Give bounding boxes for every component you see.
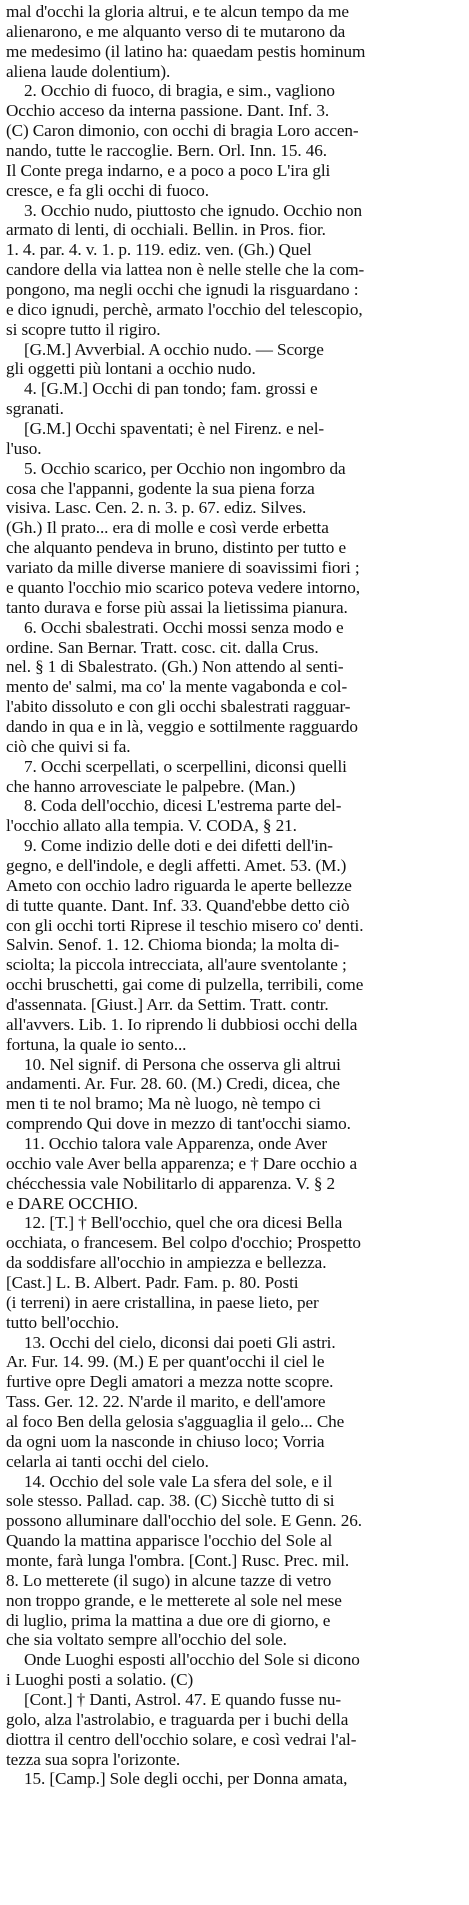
text-line: che hanno arrovesciate le palpebre. (Man.): [6, 776, 296, 796]
text-line: Tass. Ger. 12. 22. N'arde il marito, e dell'amore: [6, 1392, 326, 1412]
text-line: tanto durava e forse più assai la lietissima pianura.: [6, 597, 348, 617]
text-line: l'abito dissoluto e con gli occhi sbalestrati ragguar-: [6, 697, 351, 717]
text-line: l'uso.: [6, 438, 42, 458]
text-line: sole stesso. Pallad. cap. 38. (C) Sicchè tutto di si: [6, 1491, 335, 1511]
text-line: con gli occhi torti Riprese il teschio misero co' denti.: [6, 915, 364, 935]
text-line: mal d'occhi la gloria altrui, e te alcun tempo da me: [6, 2, 349, 21]
text-line: tutto bell'occhio.: [6, 1312, 119, 1332]
text-line: chécchessia vale Nobilitarlo di apparenza. V. § 2: [6, 1173, 336, 1193]
text-line: di tutte quante. Dant. Inf. 33. Quand'ebbe detto ciò: [6, 895, 350, 915]
text-line: Ameto con occhio ladro riguarda le aperte bellezze: [6, 875, 352, 895]
text-line: 10. Nel signif. di Persona che osserva gli altrui: [24, 1054, 341, 1074]
text-line: ordine. San Bernar. Tratt. cosc. cit. dalla Crus.: [6, 637, 319, 657]
text-line: l'occhio allato alla tempia. V. CODA, § 21.: [6, 816, 297, 836]
text-line: non troppo grande, e le metterete al sole nel mese: [6, 1590, 342, 1610]
text-line: aliena laude dolentium).: [6, 61, 171, 81]
text-line: 7. Occhi scerpellati, o scerpellini, diconsi quelli: [24, 756, 347, 776]
text-line: al foco Ben della gelosia s'agguaglia il gelo... Che: [6, 1412, 345, 1432]
text-line: diottra il centro dell'occhio solare, e così vedrai l'al-: [6, 1729, 357, 1749]
text-line: me medesimo (il latino ha: quaedam pestis hominum: [6, 41, 366, 61]
text-line: 8. Coda dell'occhio, dicesi L'estrema parte del-: [24, 796, 342, 816]
text-line: [G.M.] Avverbial. A occhio nudo. — Scorge: [24, 339, 324, 359]
text-line: dando in qua e in là, veggio e sottilmente ragguardo: [6, 716, 358, 736]
text-line: 6. Occhi sbalestrati. Occhi mossi senza modo e: [24, 617, 344, 637]
text-line: (C) Caron dimonio, con occhi di bragia Loro accen-: [6, 121, 359, 141]
text-line: 9. Come indizio delle doti e dei difetti dell'in-: [24, 836, 333, 856]
text-line: (Gh.) Il prato... era di molle e così verde erbetta: [6, 518, 329, 538]
text-line: di luglio, prima la mattina a due ore di giorno, e: [6, 1610, 331, 1630]
text-line: 5. Occhio scarico, per Occhio non ingombro da: [24, 458, 346, 478]
text-line: che sia voltato sempre all'occhio del sole.: [6, 1630, 287, 1650]
text-line: che alquanto pendeva in bruno, distinto per tutto e: [6, 538, 346, 558]
text-line: 3. Occhio nudo, piuttosto che ignudo. Occhio non: [24, 200, 362, 220]
text-line: (i terreni) in aere cristallina, in paese lieto, per: [6, 1292, 319, 1312]
text-line: sciolta; la piccola intrecciata, all'aure sventolante ;: [6, 955, 347, 975]
text-line: 14. Occhio del sole vale La sfera del sole, e il: [24, 1471, 333, 1491]
text-line: occhiata, o francesem. Bel colpo d'occhio; Prospetto: [6, 1233, 361, 1253]
text-line: men ti te nol bramo; Ma nè luogo, nè tempo ci: [6, 1094, 321, 1114]
text-line: ciò che quivi si fa.: [6, 736, 131, 756]
text-line: da soddisfare all'occhio in ampiezza e bellezza.: [6, 1253, 327, 1273]
text-line: gli oggetti più lontani a occhio nudo.: [6, 359, 256, 379]
text-line: Il Conte prega indarno, e a poco a poco L'ira gli: [6, 160, 331, 180]
text-line: si scopre tutto il rigiro.: [6, 319, 161, 339]
text-line: variato da mille diverse maniere di soavissimi fiori ;: [6, 558, 360, 578]
text-line: [G.M.] Occhi spaventati; è nel Firenz. e nel-: [24, 419, 324, 439]
text-line: 15. [Camp.] Sole degli occhi, per Donna amata,: [24, 1769, 348, 1789]
text-line: candore della via lattea non è nelle stelle che la com-: [6, 260, 365, 280]
text-line: alienarono, e me alquanto verso di te mutarono da: [6, 21, 346, 41]
text-line: celarla ai tanti occhi del cielo.: [6, 1451, 209, 1471]
text-line: mento de' salmi, ma co' la mente vagabonda e col-: [6, 677, 348, 697]
text-line: Salvin. Senof. 1. 12. Chioma bionda; la molta di-: [6, 935, 340, 955]
text-line: cresce, e fa gli occhi di fuoco.: [6, 180, 209, 200]
text-line: 13. Occhi del cielo, diconsi dai poeti Gli astri.: [24, 1332, 336, 1352]
text-line: Quando la mattina apparisce l'occhio del Sole al: [6, 1531, 333, 1551]
text-line: golo, alza l'astrolabio, e traguarda per i buchi della: [6, 1709, 349, 1729]
text-line: Occhio acceso da interna passione. Dant. Inf. 3.: [6, 101, 330, 121]
text-line: visiva. Lasc. Cen. 2. n. 3. p. 67. ediz. Silves.: [6, 498, 307, 518]
text-line: Ar. Fur. 14. 99. (M.) E per quant'occhi il ciel le: [6, 1352, 325, 1372]
text-line: d'assennata. [Giust.] Arr. da Settim. Tratt. contr.: [6, 994, 329, 1014]
text-line: 8. Lo metterete (il sugo) in alcune tazze di vetro: [6, 1570, 332, 1590]
text-line: [Cast.] L. B. Albert. Padr. Fam. p. 80. Posti: [6, 1273, 299, 1292]
text-line: occhi bruschetti, gai come di pulzella, terribili, come: [6, 975, 364, 995]
text-line: armato di lenti, di occhiali. Bellin. in Pros. fior.: [6, 220, 326, 240]
text-line: andamenti. Ar. Fur. 28. 60. (M.) Credi, dicea, che: [6, 1074, 340, 1094]
text-line: i Luoghi posti a solatio. (C): [6, 1670, 194, 1690]
text-line: 2. Occhio di fuoco, di bragia, e sim., vagliono: [24, 81, 335, 101]
text-line: 4. [G.M.] Occhi di pan tondo; fam. grossi e: [24, 379, 318, 399]
text-line: Onde Luoghi esposti all'occhio del Sole si dicono: [24, 1650, 360, 1670]
text-line: comprendo Qui dove in mezzo di tant'occhi siamo.: [6, 1114, 351, 1134]
text-line: possono alluminare dall'occhio del sole. E Genn. 26.: [6, 1511, 362, 1531]
text-line: occhio vale Aver bella apparenza; e † Dare occhio a: [6, 1153, 358, 1173]
text-line: e dico ignudi, perchè, armato l'occhio del telescopio,: [6, 299, 363, 319]
text-line: fortuna, la quale io sento...: [6, 1034, 187, 1054]
text-line: nel. § 1 di Sbalestrato. (Gh.) Non attendo al senti-: [6, 657, 344, 677]
text-line: [Cont.] † Danti, Astrol. 47. E quando fusse nu-: [24, 1690, 342, 1710]
text-line: 11. Occhio talora vale Apparenza, onde Aver: [24, 1133, 328, 1153]
text-line: e DARE OCCHIO.: [6, 1193, 138, 1213]
text-line: 12. [T.] † Bell'occhio, quel che ora dicesi Bella: [24, 1213, 343, 1233]
text-line: sgranati.: [6, 399, 64, 419]
text-line: 1. 4. par. 4. v. 1. p. 119. ediz. ven. (Gh.) Quel: [6, 240, 312, 260]
text-line: nando, tutte le raccoglie. Bern. Orl. Inn. 15. 46.: [6, 141, 327, 161]
text-line: e quanto l'occhio mio scarico poteva vedere intorno,: [6, 577, 360, 597]
text-line: gegno, e dell'indole, e degli affetti. Amet. 53. (M.): [6, 855, 347, 875]
text-line: cosa che l'appanni, godente la sua piena forza: [6, 478, 315, 498]
text-line: all'avvers. Lib. 1. Io riprendo li dubbiosi occhi della: [6, 1014, 358, 1034]
text-line: furtive opre Degli amatori a mezza notte scopre.: [6, 1372, 334, 1392]
text-line: tezza sua sopra l'orizonte.: [6, 1749, 181, 1769]
text-line: da ogni uom la nasconde in chiuso loco; Vorria: [6, 1431, 325, 1451]
text-line: pongono, ma negli occhi che ignudi la risguardano :: [6, 280, 359, 300]
text-line: monte, farà lunga l'ombra. [Cont.] Rusc. Prec. mil.: [6, 1551, 350, 1571]
